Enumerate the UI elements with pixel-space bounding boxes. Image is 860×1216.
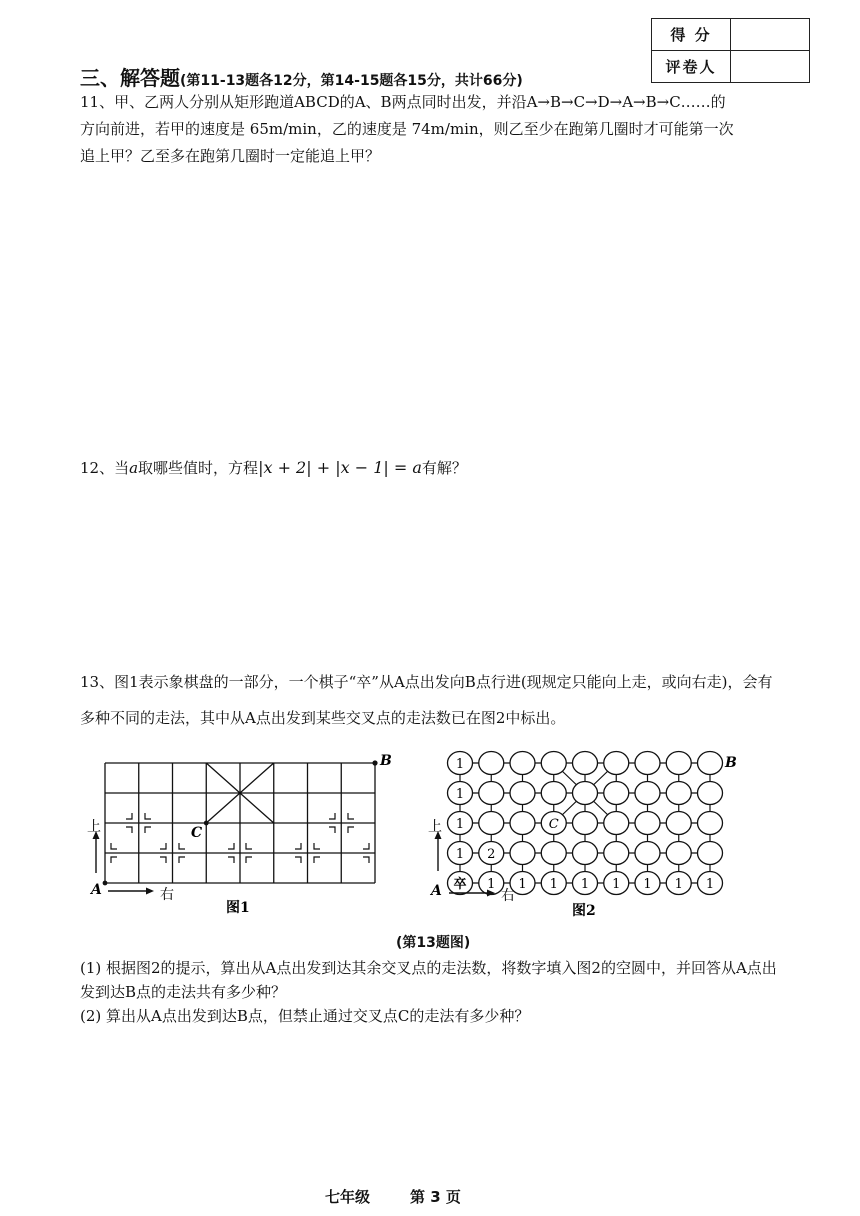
- node-value: 1: [580, 877, 590, 892]
- lattice-node-circle: [573, 782, 598, 805]
- lattice-node-circle: [541, 782, 566, 805]
- q12-text: [80, 454, 467, 482]
- fig2-label-a: A: [431, 883, 442, 899]
- node-value: 1: [518, 877, 527, 892]
- lattice-node-circle: [604, 782, 629, 805]
- fig1-label-a: A: [91, 882, 102, 898]
- lattice-nodes: [448, 752, 723, 895]
- figure-caption: (第13题图): [396, 935, 471, 951]
- lattice-node-circle: [479, 812, 504, 835]
- fig1-label-c: C: [191, 825, 203, 841]
- q12-variable: a: [129, 459, 139, 477]
- fig2-label-c: C: [548, 817, 559, 832]
- lattice-node-circle: [666, 842, 691, 865]
- node-value: 1: [455, 817, 465, 832]
- lattice-node-circle: [573, 842, 598, 865]
- fig2-caption: 图2: [572, 903, 596, 917]
- lattice-node-circle: [510, 842, 535, 865]
- lattice-node-circle: [541, 842, 566, 865]
- lattice-node-circle: [635, 812, 660, 835]
- footer-page-number: 第 3 页: [410, 1188, 461, 1206]
- fig2-up-label: 上: [428, 819, 442, 835]
- start-piece-label: 卒: [453, 877, 467, 892]
- section-title: [80, 62, 523, 91]
- lattice-node-circle: [635, 842, 660, 865]
- fig2-right-label: 右: [501, 888, 515, 904]
- q11-line3: 追上甲？乙至多在跑第几圈时一定能追上甲？: [80, 147, 381, 165]
- lattice-node-circle: [604, 812, 629, 835]
- lattice-node-circle: [604, 842, 629, 865]
- node-value: 1: [487, 877, 496, 892]
- q13-part2: (2) 算出从A点出发到达B点，但禁止通过交叉点C的走法有多少种？: [80, 1007, 530, 1025]
- point-c-marker: [204, 821, 209, 826]
- lattice-node-circle: [635, 752, 660, 775]
- score-table: [651, 18, 810, 83]
- q13-line2: 多种不同的走法，其中从A点出发到某些交叉点的走法数已在图2中标出。: [80, 709, 566, 727]
- lattice-node-circle: [666, 812, 691, 835]
- lattice-node-circle: [698, 812, 723, 835]
- node-value: 1: [612, 877, 621, 892]
- q12-equation: |x + 2| + |x − 1| = a: [258, 458, 422, 477]
- chessboard-grid: [105, 763, 375, 883]
- node-value: 1: [674, 877, 683, 892]
- fig1-caption: 图1: [226, 900, 250, 915]
- figure1-chessboard: [80, 745, 400, 915]
- point-a-marker: [103, 881, 108, 886]
- section-title-text: 三、解答题: [80, 66, 180, 90]
- point-b-marker: [372, 760, 377, 765]
- q12-suffix: 有解？: [421, 459, 467, 477]
- lattice-node-circle: [479, 782, 504, 805]
- node-value: 1: [705, 877, 715, 892]
- lattice-node-circle: [510, 782, 535, 805]
- score-label: 得 分: [652, 19, 731, 51]
- figure2-path-count-grid: [425, 745, 755, 917]
- lattice-node-circle: [479, 752, 504, 775]
- q12-mid: 取哪些值时，方程: [138, 459, 259, 477]
- lattice-node-circle: [541, 752, 566, 775]
- lattice-node-circle: [604, 752, 629, 775]
- q13-part1-line1: (1) 根据图2的提示，算出从A点出发到达其余交叉点的走法数，将数字填入图2的空圆中，并回答从A点出: [80, 959, 777, 977]
- q13-part1-line2: 发到达B点的走法共有多少种？: [80, 983, 287, 1001]
- lattice-node-circle: [573, 752, 598, 775]
- section-subtitle: (第11-13题各12分，第14-15题各15分，共计66分): [180, 73, 523, 89]
- node-value: 2: [487, 847, 496, 862]
- lattice-node-circle: [510, 752, 535, 775]
- q12-prefix: 12、当: [80, 459, 130, 477]
- fig1-label-b: B: [380, 753, 392, 769]
- fig1-up-label: 上: [87, 819, 101, 835]
- q13-line1: 13、图1表示象棋盘的一部分，一个棋子“卒”从A点出发向B点行进(现规定只能向上走，或向右走)，会有: [80, 673, 773, 691]
- node-value: 1: [455, 757, 465, 772]
- grader-value-cell[interactable]: [731, 51, 810, 83]
- lattice-node-circle: [698, 752, 723, 775]
- fig2-label-b: B: [725, 755, 737, 771]
- lattice-node-circle: [573, 812, 598, 835]
- lattice-node-circle: [698, 842, 723, 865]
- node-value: 1: [549, 877, 558, 892]
- right-arrow-head: [146, 888, 154, 895]
- lattice-node-circle: [666, 782, 691, 805]
- lattice-node-circle: [510, 812, 535, 835]
- grader-label: 评卷人: [652, 51, 731, 83]
- q11-line1: 11、甲、乙两人分别从矩形跑道ABCD的A、B两点同时出发，并沿A→B→C→D→A→B→C……的: [80, 93, 726, 111]
- lattice-node-circle: [698, 782, 723, 805]
- score-value-cell[interactable]: [731, 19, 810, 51]
- q11-line2: 方向前进，若甲的速度是 65m/min，乙的速度是 74m/min，则乙至少在跑第几圈时才可能第一次: [80, 120, 734, 138]
- node-value: 1: [455, 847, 465, 862]
- lattice-node-circle: [666, 752, 691, 775]
- fig1-right-label: 右: [160, 887, 174, 903]
- lattice-node-circle: [635, 782, 660, 805]
- footer-grade: 七年级: [325, 1188, 371, 1206]
- node-value: 1: [643, 877, 652, 892]
- node-value: 1: [455, 787, 465, 802]
